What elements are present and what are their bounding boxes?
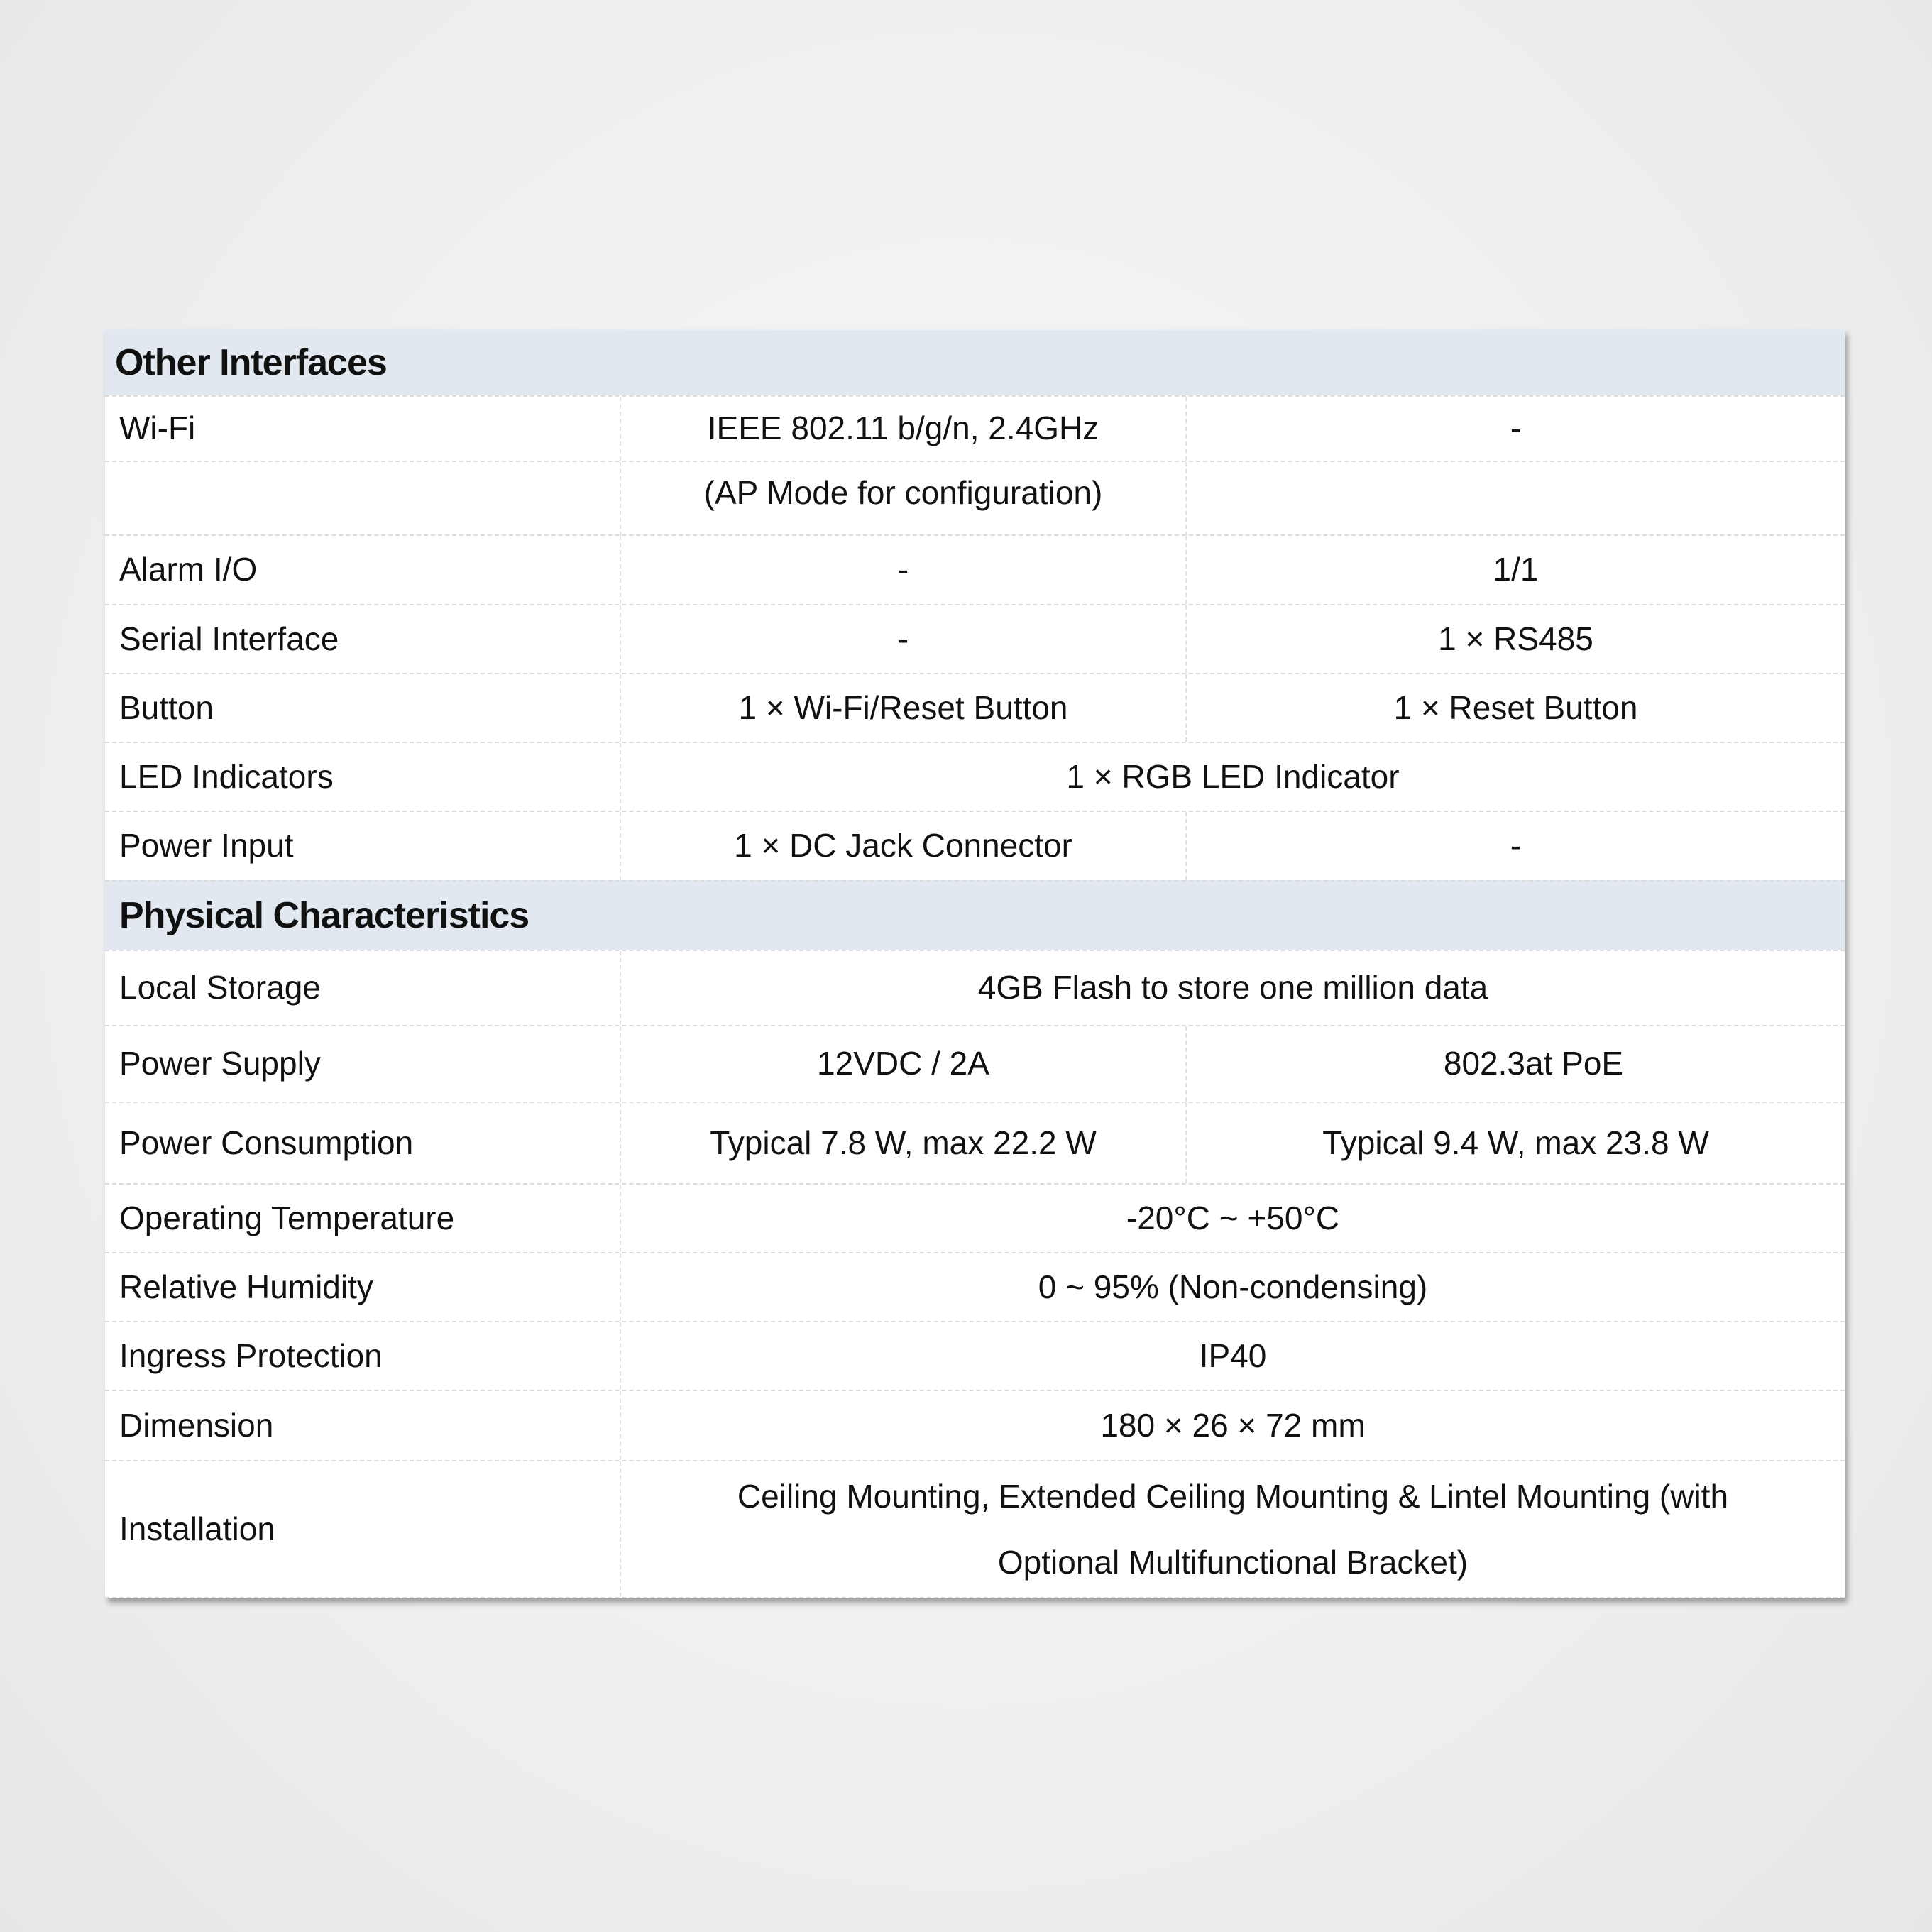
row-value: - <box>621 536 1187 604</box>
row-value: - <box>1510 410 1522 447</box>
row-value: Typical 9.4 W, max 23.8 W <box>1322 1124 1709 1161</box>
row-value: 1 × DC Jack Connector <box>621 812 1187 880</box>
table-row <box>105 1025 1845 1102</box>
row-label: Installation <box>105 1461 621 1597</box>
table-row <box>105 1321 1845 1390</box>
row-label: Power Supply <box>105 1026 621 1102</box>
row-label: Alarm I/O <box>105 536 621 604</box>
table-row <box>105 1183 1845 1252</box>
row-value: Ceiling Mounting, Extended Ceiling Mounting & Lintel Mounting (with Optional Multifunctional Bracket) <box>737 1477 1729 1581</box>
row-value: IEEE 802.11 b/g/n, 2.4GHz <box>621 397 1187 461</box>
row-value: 1 × Wi-Fi/Reset Button <box>621 674 1187 742</box>
spec-table <box>105 330 1845 1598</box>
row-value: 180 × 26 × 72 mm <box>1100 1406 1366 1444</box>
section-header-physical-characteristics <box>105 880 1845 950</box>
row-value: 0 ~ 95% (Non-condensing) <box>1038 1268 1428 1305</box>
table-row <box>105 1252 1845 1321</box>
row-label: Dimension <box>105 1391 621 1460</box>
row-value: - <box>1510 827 1522 865</box>
table-row <box>105 1102 1845 1183</box>
row-value: 1/1 <box>1493 551 1539 588</box>
row-label: LED Indicators <box>105 743 621 811</box>
row-label: Power Input <box>105 812 621 880</box>
row-value: 1 × RGB LED Indicator <box>1066 757 1400 795</box>
row-label: Button <box>105 674 621 742</box>
row-label: Power Consumption <box>105 1103 621 1183</box>
row-value: 1 × RS485 <box>1438 620 1593 657</box>
table-row <box>105 1390 1845 1460</box>
row-value: Typical 7.8 W, max 22.2 W <box>621 1103 1187 1183</box>
row-value: IP40 <box>1199 1337 1267 1374</box>
row-value: 1 × Reset Button <box>1393 688 1638 726</box>
table-row <box>105 604 1845 673</box>
row-label: Serial Interface <box>105 605 621 673</box>
table-row <box>105 395 1845 461</box>
table-row <box>105 811 1845 880</box>
table-row <box>105 534 1845 604</box>
row-value: (AP Mode for configuration) <box>621 462 1187 536</box>
row-label: Operating Temperature <box>105 1185 621 1252</box>
row-label: Local Storage <box>105 951 621 1025</box>
row-label <box>105 462 621 536</box>
row-label: Ingress Protection <box>105 1322 621 1390</box>
row-value: 802.3at PoE <box>1443 1045 1624 1082</box>
row-label: Relative Humidity <box>105 1253 621 1321</box>
row-value: 4GB Flash to store one million data <box>977 969 1488 1006</box>
table-row <box>105 673 1845 742</box>
row-value: - <box>621 605 1187 673</box>
section-title: Physical Characteristics <box>119 895 529 936</box>
table-row <box>105 1460 1845 1598</box>
table-row <box>105 742 1845 811</box>
section-header-other-interfaces <box>105 330 1845 395</box>
row-value: 12VDC / 2A <box>621 1026 1187 1102</box>
row-label: Wi-Fi <box>105 397 621 461</box>
row-value: -20°C ~ +50°C <box>1126 1199 1340 1236</box>
section-title: Other Interfaces <box>115 342 387 383</box>
table-row <box>105 950 1845 1025</box>
table-row <box>105 461 1845 534</box>
